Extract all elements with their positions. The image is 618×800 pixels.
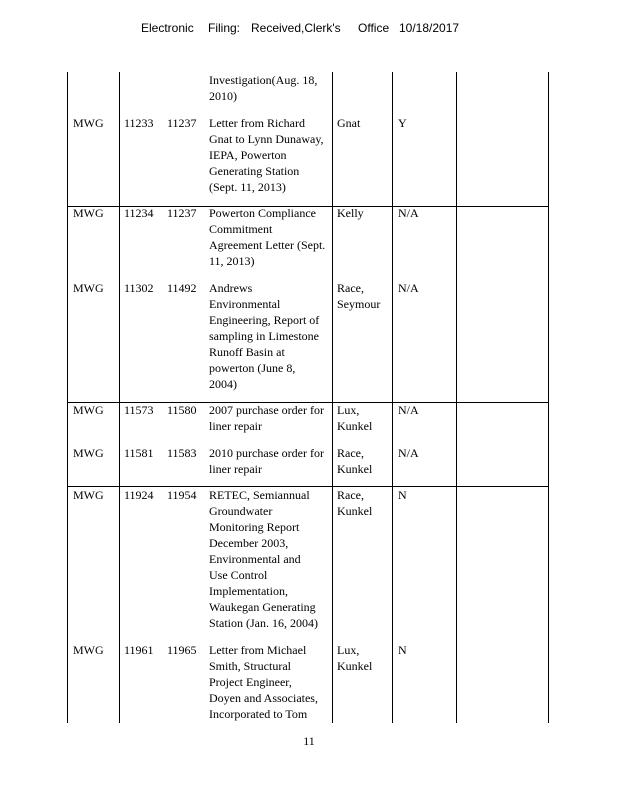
header-date: 10/18/2017 — [399, 21, 460, 35]
cell-end-bates: 11583 — [167, 446, 197, 460]
cell-witness: Gnat — [337, 116, 361, 130]
cell-begin-bates: 11573 — [124, 403, 154, 417]
cell-witness: Race, Kunkel — [337, 488, 373, 518]
column-divider — [332, 72, 333, 723]
cell-description: 2010 purchase order for liner repair — [209, 446, 324, 476]
cell-description: Powerton Compliance Commitment Agreement Letter (Sept. 11, 2013) — [209, 206, 326, 268]
cell-confidential: N/A — [398, 403, 419, 417]
cell-party: MWG — [73, 403, 104, 417]
cell-confidential: N — [398, 643, 407, 657]
cell-description: RETEC, Semiannual Groundwater Monitoring Report December 2003, Environmental and Use Control Implementation, Waukegan Generating Station (Jan. 16, 2004) — [209, 488, 318, 630]
column-divider — [456, 72, 457, 723]
cell-end-bates: 11580 — [167, 403, 197, 417]
cell-witness: Lux, Kunkel — [337, 403, 373, 433]
cell-description: Letter from Michael Smith, Structural Project Engineer, Doyen and Associates, Incorporated to Tom — [209, 643, 318, 721]
header-office: Office — [358, 21, 390, 35]
cell-party: MWG — [73, 446, 104, 460]
cell-confidential: N/A — [398, 281, 419, 295]
cell-witness: Lux, Kunkel — [337, 643, 373, 673]
cell-begin-bates: 11924 — [124, 488, 154, 502]
cell-description: Andrews Environmental Engineering, Report of sampling in Limestone Runoff Basin at powerton (June 8, 2004) — [209, 281, 320, 391]
cell-description: 2007 purchase order for liner repair — [209, 403, 324, 433]
cell-party: MWG — [73, 281, 104, 295]
cell-description: Investigation(Aug. 18, 2010) — [209, 73, 318, 103]
cell-begin-bates: 11961 — [124, 643, 154, 657]
header-filing: Filing: — [208, 21, 241, 35]
cell-begin-bates: 11233 — [124, 116, 154, 130]
cell-description: Letter from Richard Gnat to Lynn Dunaway, IEPA, Powerton Generating Station (Sept. 11, 2013) — [209, 116, 324, 194]
cell-confidential: N/A — [398, 206, 419, 220]
cell-confidential: N/A — [398, 446, 419, 460]
cell-party: MWG — [73, 116, 104, 130]
header-electronic: Electronic — [141, 21, 194, 35]
cell-end-bates: 11237 — [167, 116, 197, 130]
cell-begin-bates: 11302 — [124, 281, 154, 295]
filing-header — [0, 21, 618, 37]
column-divider — [392, 72, 393, 723]
cell-end-bates: 11954 — [167, 488, 197, 502]
header-received: Received,Clerk's — [251, 21, 341, 35]
cell-end-bates: 11965 — [167, 643, 197, 657]
cell-end-bates: 11237 — [167, 206, 197, 220]
cell-end-bates: 11492 — [167, 281, 197, 295]
cell-party: MWG — [73, 206, 104, 220]
cell-party: MWG — [73, 488, 104, 502]
cell-party: MWG — [73, 643, 104, 657]
table-border-right — [548, 72, 549, 723]
cell-confidential: Y — [398, 116, 407, 130]
cell-witness: Race, Kunkel — [337, 446, 373, 476]
page-number: 11 — [303, 734, 315, 748]
cell-confidential: N — [398, 488, 407, 502]
cell-begin-bates: 11234 — [124, 206, 154, 220]
cell-witness: Kelly — [337, 206, 364, 220]
cell-witness: Race, Seymour — [337, 281, 381, 311]
table-border-left — [67, 72, 68, 723]
column-divider — [119, 72, 120, 723]
cell-begin-bates: 11581 — [124, 446, 154, 460]
